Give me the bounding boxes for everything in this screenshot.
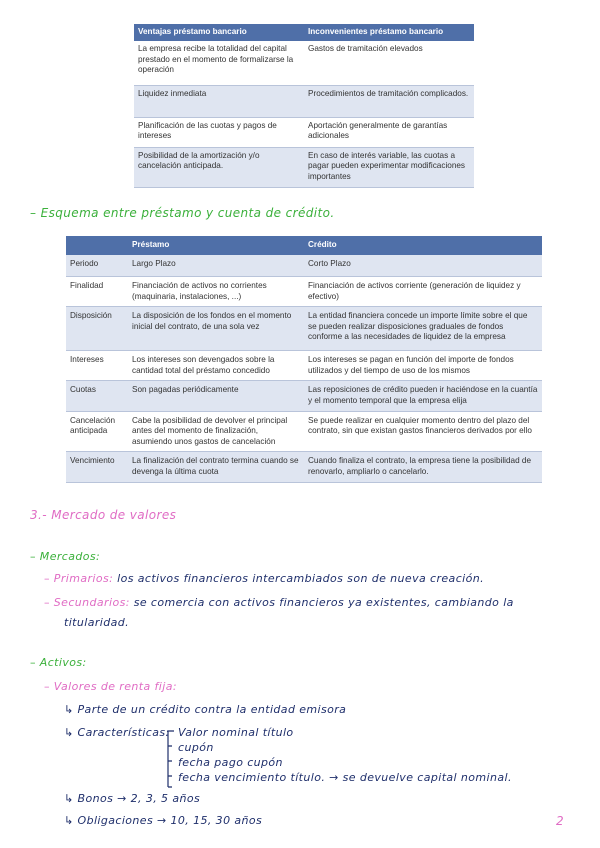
table-cell: Largo Plazo [128,255,304,277]
column-header: Inconvenientes préstamo bancario [304,24,474,41]
obligaciones-line: ↳ Obligaciones → 10, 15, 30 años [64,814,263,827]
table-row [66,381,542,411]
page-number: 2 [556,814,565,828]
section-title: 3.- Mercado de valores [30,508,177,522]
caracteristica-item: fecha vencimiento título. → se devuelve capital nominal. [178,771,512,784]
column-header: Préstamo [128,236,304,255]
table-cell: La empresa recibe la totalidad del capital prestado en el momento de formalizarse la operación [134,41,304,85]
caracteristica-item: Valor nominal título [178,726,294,739]
table-header-row [134,24,474,41]
esquema-heading: – Esquema entre préstamo y cuenta de crédito. [30,206,335,220]
table-row [66,255,542,277]
column-header [66,236,128,255]
row-label: Cancelación anticipada [66,411,128,452]
bracket-icon [166,729,176,789]
caracteristica-item: cupón [178,741,214,754]
table-row [134,85,474,117]
secundarios-line: – Secundarios: se comercia con activos financieros ya existentes, cambiando la [44,596,514,609]
table-cell: Procedimientos de tramitación complicados. [304,85,474,117]
table-cell: La disposición de los fondos en el momento inicial del contrato, de una sola vez [128,307,304,351]
secundarios-line-2: titularidad. [64,616,130,629]
caracteristica-item: fecha pago cupón [178,756,283,769]
table-cell: La entidad financiera concede un importe límite sobre el que se pueden realizar disposiciones graduales de fondos conforme a las necesidades de liquidez de la empresa [304,307,542,351]
ventajas-inconvenientes-table [134,24,474,188]
table-row [134,117,474,147]
renta-fija-heading: – Valores de renta fija: [44,680,177,693]
bonos-line: ↳ Bonos → 2, 3, 5 años [64,792,201,805]
primarios-line: – Primarios: los activos financieros intercambiados son de nueva creación. [44,572,484,585]
mercados-heading: – Mercados: [30,550,101,563]
prestamo-credito-table [66,236,542,483]
table-row [134,41,474,85]
table-cell: Gastos de tramitación elevados [304,41,474,85]
table-row [66,411,542,452]
activos-heading: – Activos: [30,656,87,669]
table-cell: Los intereses se pagan en función del importe de fondos utilizados y del tiempo de uso de los mismos [304,351,542,381]
column-header: Ventajas préstamo bancario [134,24,304,41]
table-cell: Liquidez inmediata [134,85,304,117]
table-cell: En caso de interés variable, las cuotas a pagar pueden experimentar modificaciones importantes [304,147,474,187]
table-cell: Son pagadas periódicamente [128,381,304,411]
table-cell: Cuando finaliza el contrato, la empresa tiene la posibilidad de renovarlo, ampliarlo o cancelarlo. [304,452,542,482]
table-cell: Financiación de activos no corrientes (maquinaria, instalaciones, ...) [128,277,304,307]
caracteristicas-label: ↳ Características: [64,726,170,739]
table-row [66,277,542,307]
table-cell: Aportación generalmente de garantías adicionales [304,117,474,147]
row-label: Intereses [66,351,128,381]
row-label: Cuotas [66,381,128,411]
table-row [66,307,542,351]
table-cell: La finalización del contrato termina cuando se devenga la última cuota [128,452,304,482]
row-label: Periodo [66,255,128,277]
row-label: Vencimiento [66,452,128,482]
table-cell: Los intereses son devengados sobre la cantidad total del préstamo concedido [128,351,304,381]
table-cell: Financiación de activos corriente (generación de liquidez y efectivo) [304,277,542,307]
table-row [66,351,542,381]
table-row [66,452,542,482]
table-cell: Las reposiciones de crédito pueden ir haciéndose en la cuantía y el momento temporal que la empresa elija [304,381,542,411]
renta-fija-definition: ↳ Parte de un crédito contra la entidad emisora [64,703,347,716]
table-row [134,147,474,187]
table-cell: Posibilidad de la amortización y/o cancelación anticipada. [134,147,304,187]
table-cell: Cabe la posibilidad de devolver el principal antes del momento de finalización, asumiendo unos gastos de cancelación [128,411,304,452]
table-cell: Planificación de las cuotas y pagos de intereses [134,117,304,147]
column-header: Crédito [304,236,542,255]
row-label: Disposición [66,307,128,351]
table-header-row [66,236,542,255]
table-cell: Corto Plazo [304,255,542,277]
table-cell: Se puede realizar en cualquier momento dentro del plazo del contrato, sin que existan gastos financieros derivados por ello [304,411,542,452]
row-label: Finalidad [66,277,128,307]
